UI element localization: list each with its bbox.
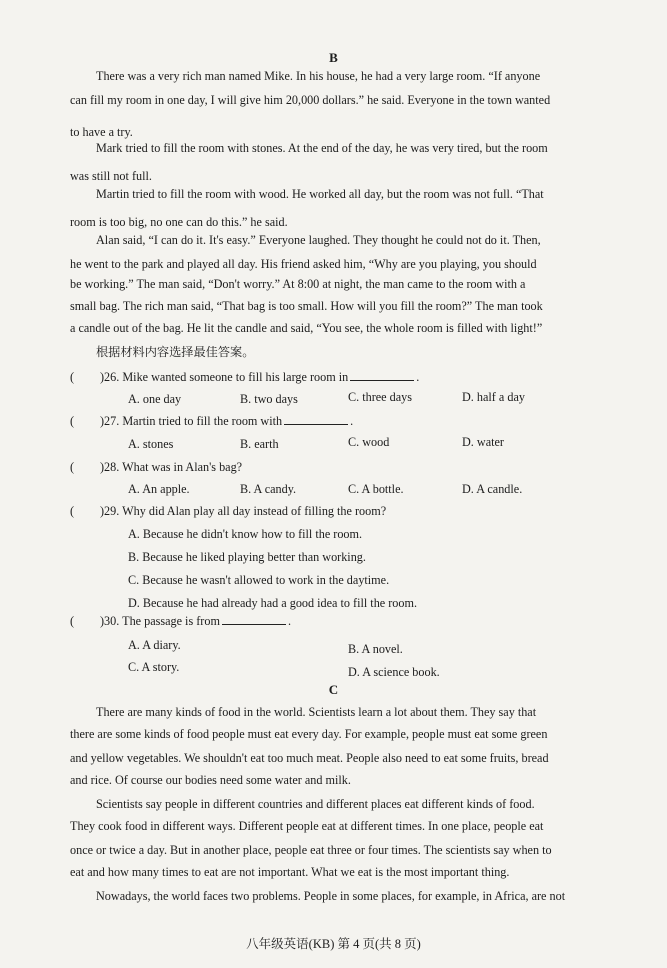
option-d: D. A candle. <box>462 482 523 496</box>
question-stem: )27. Martin tried to fill the room with <box>100 414 283 428</box>
answer-paren: ( <box>70 414 75 428</box>
instruction-text: 根据材料内容选择最佳答案。 <box>96 345 255 359</box>
option-b: B. two days <box>240 392 298 406</box>
option-d: D. Because he had already had a good idea to fill the room. <box>128 596 418 610</box>
answer-blank[interactable] <box>350 370 414 381</box>
passage-c-line: They cook food in different ways. Different people eat at different times. In one place, people eat <box>70 819 544 833</box>
option-c: C. three days <box>348 390 412 404</box>
answer-blank[interactable] <box>284 414 348 425</box>
section-b-heading: B <box>329 50 338 65</box>
passage-b-line: to have a try. <box>70 125 133 139</box>
passage-b-line: can fill my room in one day, I will give him 20,000 dollars.” he said. Everyone in the town wanted <box>70 93 551 107</box>
passage-b-line: small bag. The rich man said, “That bag is too small. How will you fill the room?” The man took <box>70 299 543 313</box>
question-29 <box>100 504 386 519</box>
passage-b-line: a candle out of the bag. He lit the candle and said, “You see, the whole room is filled with light!” <box>70 321 543 335</box>
passage-b-line: was still not full. <box>70 169 152 183</box>
option-d: D. A science book. <box>348 665 440 679</box>
question-stem: )30. The passage is from <box>100 614 220 628</box>
option-b: B. earth <box>240 437 279 451</box>
question-30 <box>100 614 291 629</box>
passage-b-line: Alan said, “I can do it. It's easy.” Everyone laughed. They thought he could not do it. Then, <box>96 233 541 247</box>
option-c: C. Because he wasn't allowed to work in the daytime. <box>128 573 390 587</box>
section-c-heading: C <box>328 682 339 697</box>
option-b: B. A candy. <box>240 482 297 496</box>
passage-c-line: There are many kinds of food in the world. Scientists learn a lot about them. They say that <box>96 705 537 719</box>
answer-paren: ( <box>70 460 75 474</box>
answer-blank[interactable] <box>222 614 286 625</box>
question-stem: )26. Mike wanted someone to fill his large room in <box>100 370 349 384</box>
passage-c-line: Nowadays, the world faces two problems. People in some places, for example, in Africa, are not <box>96 889 566 903</box>
question-tail: . <box>350 414 354 428</box>
option-c: C. A bottle. <box>348 482 404 496</box>
passage-b-line: be working.” The man said, “Don't worry.” At 8:00 at night, the man came to the room with a <box>70 277 526 291</box>
page-footer: 八年级英语(KB) 第 4 页(共 8 页) <box>246 937 421 951</box>
option-d: D. water <box>462 435 504 449</box>
option-c: C. wood <box>348 435 390 449</box>
answer-paren: ( <box>70 504 75 518</box>
question-stem: )28. What was in Alan's bag? <box>100 460 243 474</box>
answer-paren: ( <box>70 614 75 628</box>
option-a: A. A diary. <box>128 638 181 652</box>
passage-b-line: Mark tried to fill the room with stones. At the end of the day, he was very tired, but the room <box>96 141 548 155</box>
passage-b-line: There was a very rich man named Mike. In his house, he had a very large room. “If anyone <box>96 69 541 83</box>
answer-paren: ( <box>70 370 75 384</box>
option-a: A. stones <box>128 437 174 451</box>
option-a: A. Because he didn't know how to fill the room. <box>128 527 363 541</box>
passage-c-line: Scientists say people in different countries and different places eat different kinds of food. <box>96 797 535 811</box>
question-tail: . <box>416 370 420 384</box>
passage-c-line: eat and how many times to eat are not important. What we eat is the most important thing. <box>70 865 510 879</box>
option-b: B. A novel. <box>348 642 403 656</box>
passage-b-line: Martin tried to fill the room with wood. He worked all day, but the room was not full. “That <box>96 187 544 201</box>
question-stem: )29. Why did Alan play all day instead of filling the room? <box>100 504 387 518</box>
option-d: D. half a day <box>462 390 525 404</box>
question-27 <box>100 414 353 429</box>
passage-c-line: there are some kinds of food people must eat every day. For example, people must eat some green <box>70 727 548 741</box>
passage-c-line: and rice. Of course our bodies need some water and milk. <box>70 773 351 787</box>
passage-b-line: room is too big, no one can do this.” he said. <box>70 215 288 229</box>
passage-b-line: he went to the park and played all day. His friend asked him, “Why are you playing, you should <box>70 257 537 271</box>
option-a: A. one day <box>128 392 182 406</box>
option-b: B. Because he liked playing better than working. <box>128 550 366 564</box>
question-28 <box>100 460 242 475</box>
option-c: C. A story. <box>128 660 180 674</box>
question-tail: . <box>287 614 291 628</box>
question-26 <box>100 370 419 385</box>
option-a: A. An apple. <box>128 482 190 496</box>
passage-c-line: once or twice a day. But in another place, people eat three or four times. The scientists say when to <box>70 843 552 857</box>
passage-c-line: and yellow vegetables. We shouldn't eat too much meat. People also need to eat some fruits, bread <box>70 751 549 765</box>
